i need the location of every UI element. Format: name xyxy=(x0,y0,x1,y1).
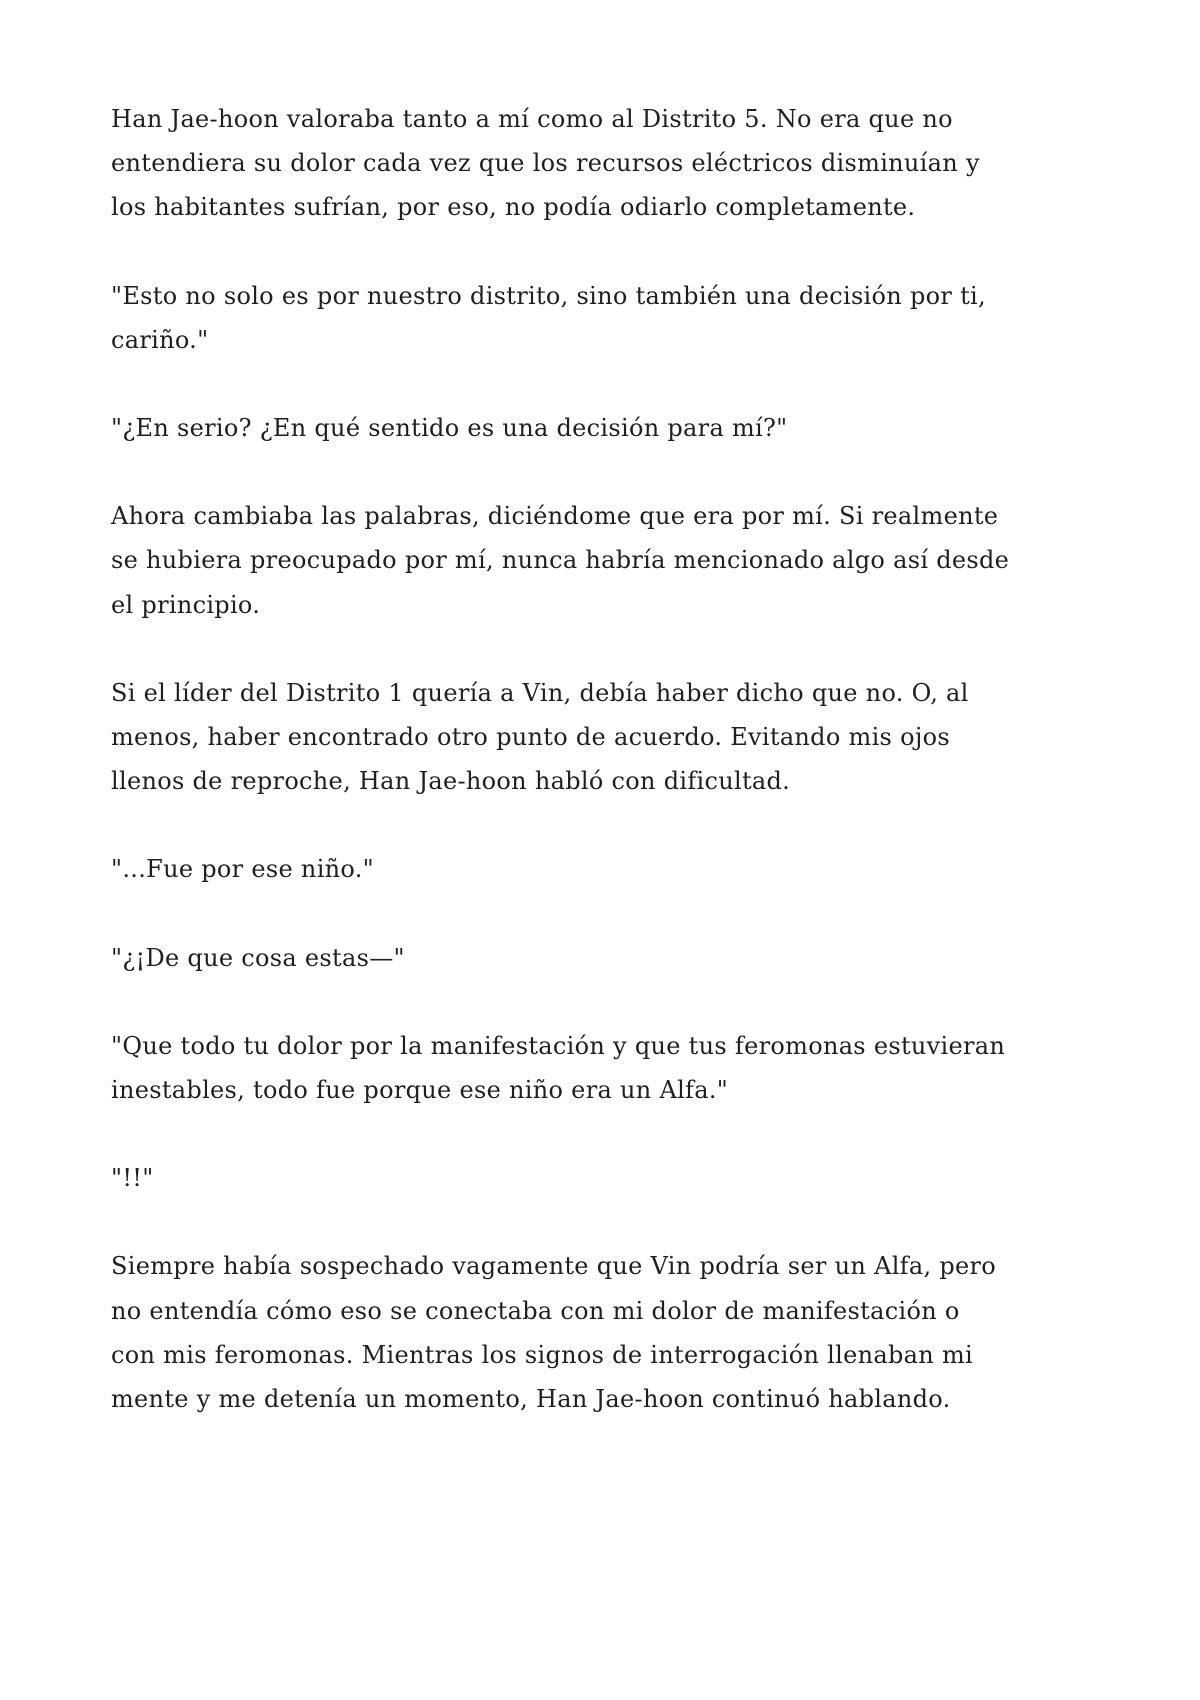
paragraph-4: Ahora cambiaba las palabras, diciéndome que era por mí. Si realmente se hubiera preocupado por mí, nunca habría mencionado algo así desde el principio. xyxy=(111,502,1010,619)
paragraph-9: "!!" xyxy=(111,1164,154,1193)
paragraph-2: "Esto no solo es por nuestro distrito, sino también una decisión por ti, cariño." xyxy=(111,281,986,354)
paragraph-1: Han Jae-hoon valoraba tanto a mí como al Distrito 5. No era que no entendiera su dolor cada vez que los recursos eléctricos disminuían y los habitantes sufrían, por eso, no podía odiarlo completamente. xyxy=(111,105,980,222)
paragraph-3: "¿En serio? ¿En qué sentido es una decisión para mí?" xyxy=(111,414,788,443)
paragraph-10: Siempre había sospechado vagamente que Vin podría ser un Alfa, pero no entendía cómo eso se conectaba con mi dolor de manifestación o con mis feromonas. Mientras los signos de interrogación llenaban mi mente y me detenía un momento, Han Jae-hoon continuó hablando. xyxy=(111,1252,997,1414)
paragraph-6: "...Fue por ese niño." xyxy=(111,855,375,884)
text-body xyxy=(111,97,1011,1465)
paragraph-5: Si el líder del Distrito 1 quería a Vin, debía haber dicho que no. O, al menos, haber encontrado otro punto de acuerdo. Evitando mis ojos llenos de reproche, Han Jae-hoon habló con dificultad. xyxy=(111,678,969,796)
paragraph-7: "¿¡De que cosa estas—" xyxy=(111,943,405,972)
paragraph-8: "Que todo tu dolor por la manifestación y que tus feromonas estuvieran inestables, todo fue porque ese niño era un Alfa." xyxy=(111,1031,1006,1105)
